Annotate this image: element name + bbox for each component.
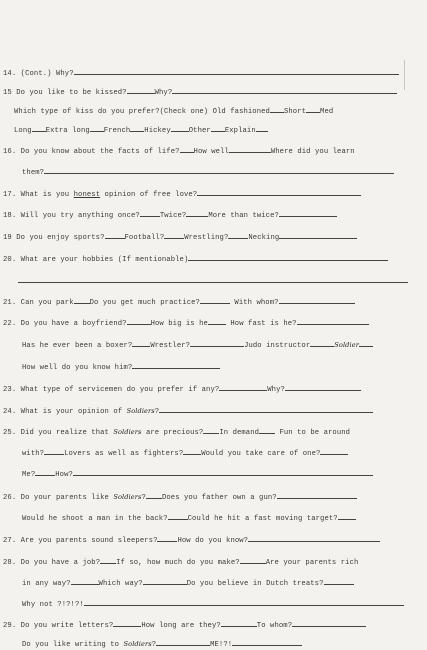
question-text: Do you like writing to	[22, 641, 120, 649]
question-text: What is you	[20, 191, 70, 199]
answer-blank[interactable]	[285, 383, 361, 391]
question-text: Does you father own a gun?	[161, 494, 277, 502]
question-28	[3, 556, 358, 568]
option-label: Explain	[224, 127, 256, 135]
answer-blank[interactable]	[211, 124, 225, 132]
question-text: How do you know?	[177, 537, 249, 545]
question-28-cont-2	[22, 598, 404, 610]
answer-blank[interactable]	[259, 426, 275, 434]
answer-blank[interactable]	[256, 124, 268, 132]
question-25	[3, 426, 350, 438]
question-number: 14.	[3, 70, 17, 78]
answer-blank[interactable]	[279, 231, 357, 239]
question-20	[3, 253, 388, 265]
question-text: Wrestler?	[150, 342, 191, 350]
option-label: Extra long	[45, 127, 90, 135]
question-text: Can you park	[20, 299, 74, 307]
answer-blank[interactable]	[228, 231, 248, 239]
question-text: To whom?	[256, 622, 293, 630]
question-text: What is your opinion of	[20, 408, 123, 416]
question-number: 28.	[3, 559, 17, 567]
handwritten-word: Soldiers	[113, 428, 142, 436]
question-26-cont	[22, 512, 356, 524]
question-text: Fun to be around	[279, 429, 351, 437]
answer-blank[interactable]	[113, 619, 141, 627]
answer-blank[interactable]	[270, 105, 284, 113]
question-text: Why?	[267, 386, 285, 394]
question-text: Would he shoot a man in the back?	[22, 515, 168, 523]
question-text: How fast is he?	[230, 320, 297, 328]
answer-blank[interactable]	[203, 426, 219, 434]
question-number: 20.	[3, 256, 17, 264]
answer-blank[interactable]	[140, 209, 160, 217]
answer-blank[interactable]	[44, 447, 64, 455]
question-text: In demand	[219, 429, 260, 437]
question-text: How long are they?	[141, 622, 221, 630]
question-text: Where did you learn	[270, 148, 355, 156]
question-27	[3, 534, 380, 546]
question-number: 18.	[3, 212, 17, 220]
answer-blank[interactable]	[310, 339, 334, 347]
option-label: Other	[188, 127, 211, 135]
question-text: Do you get much practice?	[89, 299, 200, 307]
question-16	[3, 145, 355, 157]
question-14	[3, 67, 399, 79]
answer-blank[interactable]	[172, 86, 397, 94]
answer-blank[interactable]	[188, 253, 388, 261]
question-text: ?	[141, 494, 146, 502]
answer-blank[interactable]	[338, 512, 356, 520]
answer-blank[interactable]	[200, 296, 230, 304]
question-text: How well	[193, 148, 229, 156]
question-text: Would you take care of one?	[201, 450, 321, 458]
answer-blank[interactable]	[74, 296, 90, 304]
answer-blank[interactable]	[130, 124, 144, 132]
question-text: Wrestling?	[184, 234, 229, 242]
answer-blank[interactable]	[35, 468, 55, 476]
answer-blank[interactable]	[292, 619, 366, 627]
question-25-cont	[22, 447, 348, 459]
question-text: Do you know about the facts of life?	[20, 148, 180, 156]
question-text: With whom?	[234, 299, 279, 307]
question-text: Will you try anything once?	[20, 212, 140, 220]
question-text: with?	[22, 450, 45, 458]
question-number: 24.	[3, 408, 17, 416]
question-23	[3, 383, 361, 395]
question-22	[3, 317, 369, 329]
answer-blank[interactable]	[221, 619, 257, 627]
question-text: How big is he	[150, 320, 208, 328]
question-text: If so, how much do you make?	[116, 559, 240, 567]
question-text: Has he ever been a boxer?	[22, 342, 133, 350]
question-text: Could he hit a fast moving target?	[187, 515, 338, 523]
answer-blank[interactable]	[90, 124, 104, 132]
question-text: Do you write letters?	[20, 622, 114, 630]
answer-blank[interactable]	[248, 534, 380, 542]
question-text: Do you believe in Dutch treats?	[186, 580, 324, 588]
handwritten-word: Soldiers	[126, 407, 155, 415]
question-text: Do you have a job?	[20, 559, 101, 567]
question-text: Twice?	[159, 212, 187, 220]
question-25-cont-2	[22, 468, 373, 480]
question-text: are precious?	[145, 429, 204, 437]
question-text: Necking	[248, 234, 280, 242]
question-number: 23.	[3, 386, 17, 394]
question-26	[3, 491, 357, 503]
question-text: How well do you know him?	[22, 364, 133, 372]
question-text: What are your hobbies (If mentionable)	[20, 256, 189, 264]
question-text: opinion of free love?	[104, 191, 198, 199]
question-text: Lovers as well as fighters?	[64, 450, 184, 458]
answer-blank[interactable]	[240, 556, 266, 564]
question-text: Why not ?!?!?!	[22, 601, 84, 609]
answer-blank[interactable]	[229, 145, 271, 153]
answer-blank[interactable]	[180, 145, 194, 153]
question-16-cont	[22, 166, 394, 178]
question-19	[3, 231, 357, 243]
question-29	[3, 619, 366, 631]
question-text: More than twice?	[208, 212, 279, 220]
answer-blank[interactable]	[32, 124, 46, 132]
question-text: Me?	[22, 471, 36, 479]
answer-blank[interactable]	[105, 231, 125, 239]
answer-blank[interactable]	[18, 275, 408, 283]
question-text: in any way?	[22, 580, 71, 588]
answer-blank[interactable]	[279, 296, 355, 304]
answer-blank[interactable]	[44, 166, 394, 174]
answer-blank[interactable]	[359, 339, 373, 347]
question-text: Are you parents sound sleepers?	[20, 537, 158, 545]
question-21	[3, 296, 355, 308]
question-number: 27.	[3, 537, 17, 545]
answer-blank[interactable]	[127, 86, 155, 94]
answer-blank[interactable]	[171, 124, 189, 132]
question-text: Which type of kiss do you prefer?(Check one) Old fashioned	[14, 108, 270, 116]
question-text: Are your parents rich	[265, 559, 359, 567]
handwritten-word: Soldier	[334, 341, 359, 349]
question-text: ME!?!	[210, 641, 233, 649]
question-text: How?	[55, 471, 73, 479]
answer-blank[interactable]	[164, 231, 184, 239]
answer-blank[interactable]	[146, 491, 162, 499]
question-number: 19	[3, 234, 12, 242]
emphasized-word: honest	[73, 191, 101, 199]
question-20-extra-line	[18, 275, 408, 287]
question-text: Do you enjoy sports?	[16, 234, 105, 242]
question-number: 16.	[3, 148, 17, 156]
answer-blank[interactable]	[306, 105, 320, 113]
answer-blank[interactable]	[168, 512, 188, 520]
answer-blank[interactable]	[71, 577, 99, 585]
answer-blank[interactable]	[279, 209, 337, 217]
question-number: 15	[3, 89, 12, 97]
question-17	[3, 188, 361, 200]
answer-blank[interactable]	[297, 317, 369, 325]
page-smudge	[404, 60, 405, 90]
option-label: Hickey	[144, 127, 171, 135]
answer-blank[interactable]	[73, 468, 373, 476]
question-number: 21.	[3, 299, 17, 307]
answer-blank[interactable]	[232, 638, 302, 646]
answer-blank[interactable]	[208, 317, 226, 325]
question-number: 17.	[3, 191, 17, 199]
answer-blank[interactable]	[186, 209, 208, 217]
question-text: Football?	[124, 234, 165, 242]
question-text: them?	[22, 169, 45, 177]
question-text: What type of servicemen do you prefer if any?	[20, 386, 220, 394]
option-label: Short	[283, 108, 307, 116]
answer-blank[interactable]	[183, 447, 201, 455]
question-15	[3, 86, 397, 98]
handwritten-word: Soldiers	[113, 493, 142, 501]
answer-blank[interactable]	[277, 491, 357, 499]
question-number: 29.	[3, 622, 17, 630]
option-label: Long	[14, 127, 32, 135]
question-number: 25.	[3, 429, 17, 437]
answer-blank[interactable]	[157, 534, 177, 542]
question-text: Which way?	[98, 580, 143, 588]
question-28-cont	[22, 577, 354, 589]
answer-blank[interactable]	[143, 577, 187, 585]
answer-blank[interactable]	[324, 577, 354, 585]
question-22-cont-2	[22, 361, 220, 373]
question-text: Judo instructor	[244, 342, 311, 350]
answer-blank[interactable]	[74, 67, 399, 75]
question-29-cont	[22, 638, 302, 650]
answer-blank[interactable]	[156, 638, 210, 646]
answer-blank[interactable]	[190, 339, 244, 347]
question-15-kiss-types	[14, 105, 333, 117]
answer-blank[interactable]	[132, 339, 150, 347]
answer-blank[interactable]	[132, 361, 220, 369]
question-15-kiss-types-2	[14, 124, 268, 136]
question-text: Do you have a boyfriend?	[20, 320, 127, 328]
option-label: Med	[320, 108, 334, 116]
question-text: Why?	[154, 89, 173, 97]
question-text: Do your parents like	[20, 494, 109, 502]
question-text: Did you realize that	[20, 429, 109, 437]
answer-blank[interactable]	[84, 598, 404, 606]
question-22-cont	[22, 339, 373, 351]
question-text: Do you like to be kissed?	[16, 89, 127, 97]
answer-blank[interactable]	[320, 447, 348, 455]
answer-blank[interactable]	[100, 556, 116, 564]
question-text: (Cont.) Why?	[20, 70, 74, 78]
option-label: French	[103, 127, 131, 135]
question-18	[3, 209, 337, 221]
question-text: ?	[154, 408, 160, 416]
answer-blank[interactable]	[127, 317, 151, 325]
question-number: 22.	[3, 320, 17, 328]
answer-blank[interactable]	[197, 188, 361, 196]
answer-blank[interactable]	[219, 383, 267, 391]
answer-blank[interactable]	[159, 405, 373, 413]
question-24	[3, 405, 373, 417]
question-number: 26.	[3, 494, 17, 502]
question-text: ?	[151, 641, 157, 649]
handwritten-word: Soldiers	[123, 640, 152, 648]
